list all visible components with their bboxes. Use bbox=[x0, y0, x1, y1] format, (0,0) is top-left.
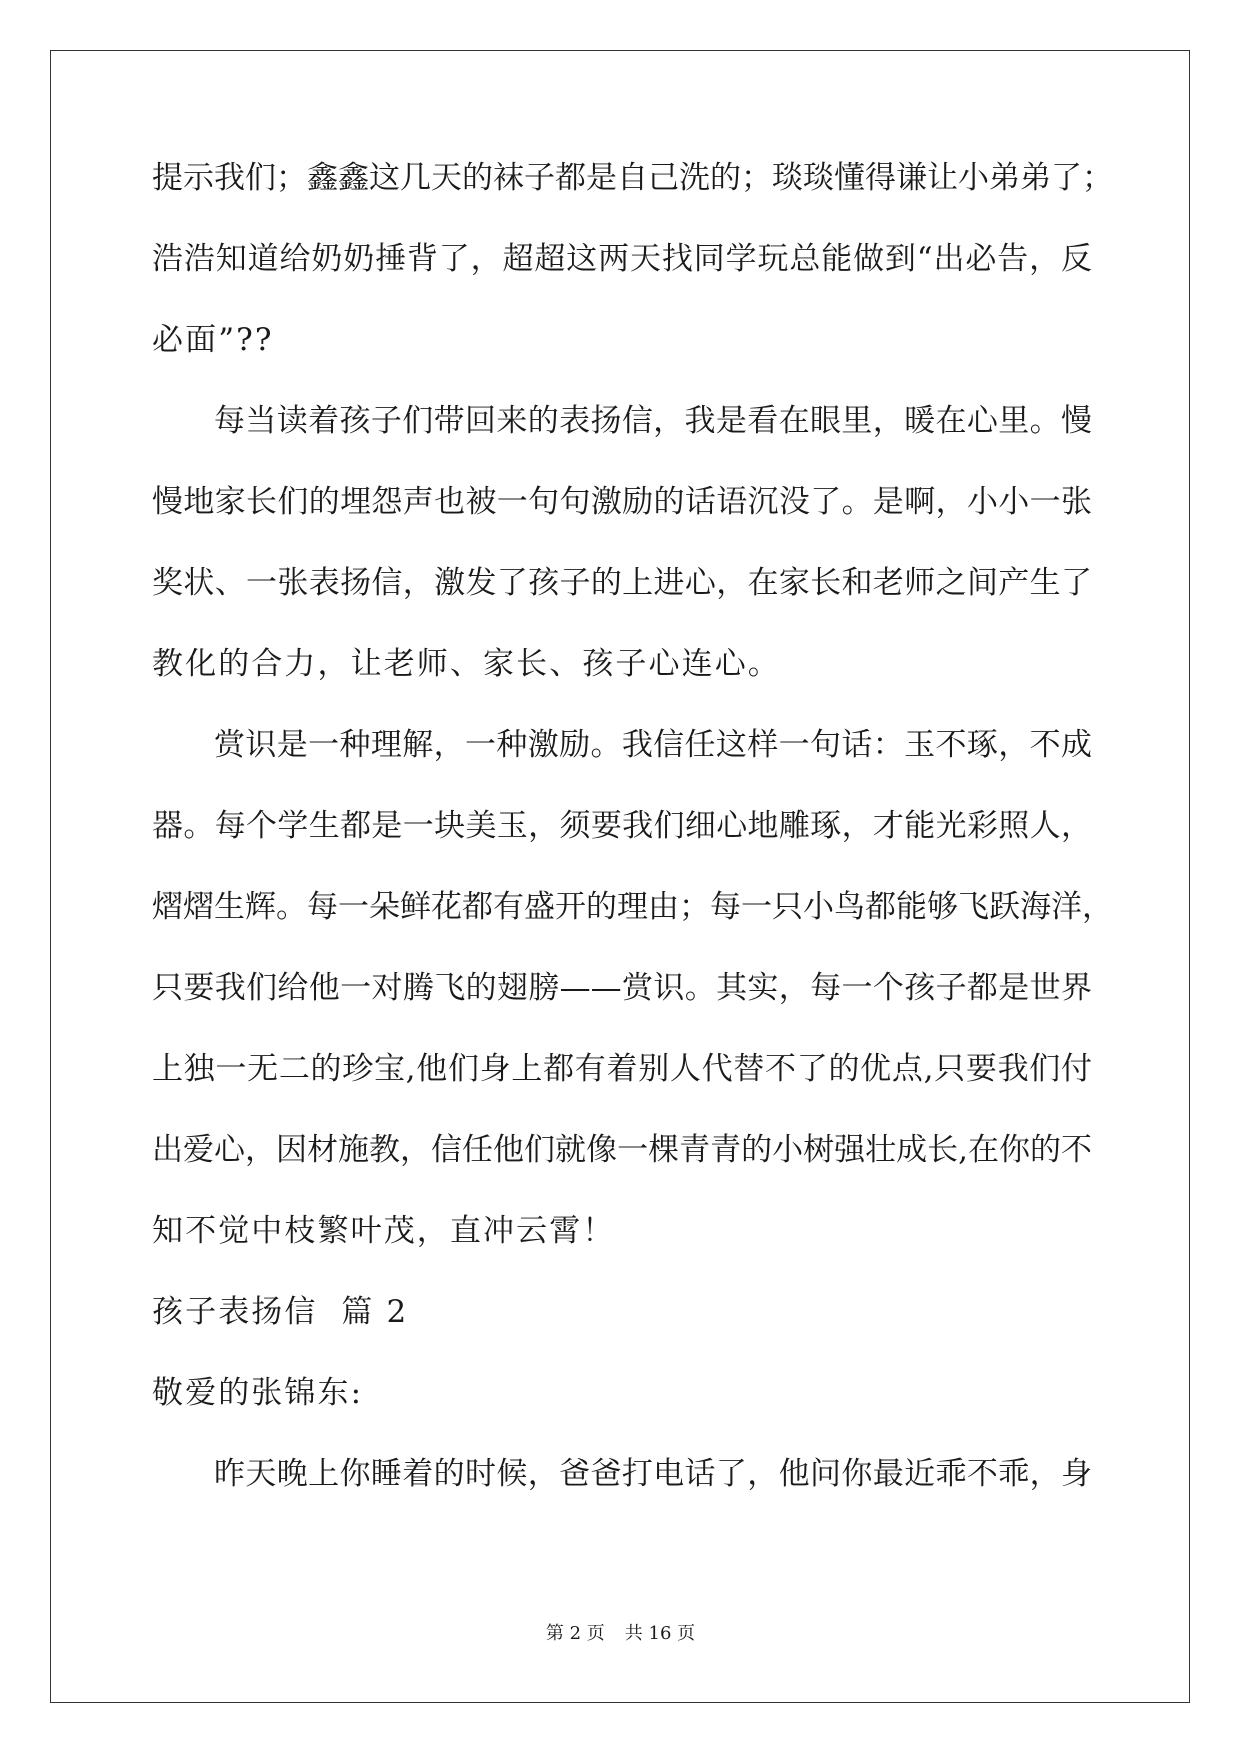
text-line: 教化的合力，让老师、家长、孩子心连心。 bbox=[152, 646, 781, 682]
paragraph-start-line: 赏识是一种理解，一种激励。我信任这样一句话：玉不琢，不成 bbox=[214, 727, 1092, 763]
page-footer bbox=[0, 1622, 1241, 1646]
section-heading: 孩子表扬信 篇 2 bbox=[152, 1294, 409, 1330]
text-line: 上独一无二的珍宝,他们身上都有着别人代替不了的优点,只要我们付 bbox=[152, 1051, 1092, 1087]
paragraph-start-line: 昨天晚上你睡着的时候，爸爸打电话了，他问你最近乖不乖，身 bbox=[214, 1456, 1092, 1492]
text-line: 熠熠生辉。每一朵鲜花都有盛开的理由；每一只小鸟都能够飞跃海洋， bbox=[152, 889, 1113, 925]
page-number: 第 2 页 bbox=[545, 1623, 605, 1644]
text-line: 只要我们给他一对腾飞的翅膀——赏识。其实，每一个孩子都是世界 bbox=[152, 970, 1092, 1006]
paragraph-start-line: 每当读着孩子们带回来的表扬信，我是看在眼里，暖在心里。慢 bbox=[214, 403, 1092, 439]
text-line: 慢地家长们的埋怨声也被一句句激励的话语沉没了。是啊，小小一张 bbox=[152, 484, 1092, 520]
text-line: 必面”?? bbox=[152, 322, 274, 358]
letter-salutation: 敬爱的张锦东: bbox=[152, 1375, 364, 1411]
text-line: 浩浩知道给奶奶捶背了，超超这两天找同学玩总能做到“出必告，反 bbox=[152, 241, 1092, 277]
text-line: 提示我们；鑫鑫这几天的袜子都是自己洗的；琰琰懂得谦让小弟弟了； bbox=[152, 160, 1113, 196]
text-line: 器。每个学生都是一块美玉，须要我们细心地雕琢，才能光彩照人， bbox=[152, 808, 1092, 844]
text-line: 奖状、一张表扬信，激发了孩子的上进心，在家长和老师之间产生了 bbox=[152, 565, 1092, 601]
document-body bbox=[152, 155, 1113, 1532]
text-line: 知不觉中枝繁叶茂，直冲云霄！ bbox=[152, 1213, 616, 1249]
text-line: 出爱心，因材施教，信任他们就像一棵青青的小树强壮成长,在你的不 bbox=[152, 1132, 1092, 1168]
page-total: 共 16 页 bbox=[624, 1623, 696, 1644]
